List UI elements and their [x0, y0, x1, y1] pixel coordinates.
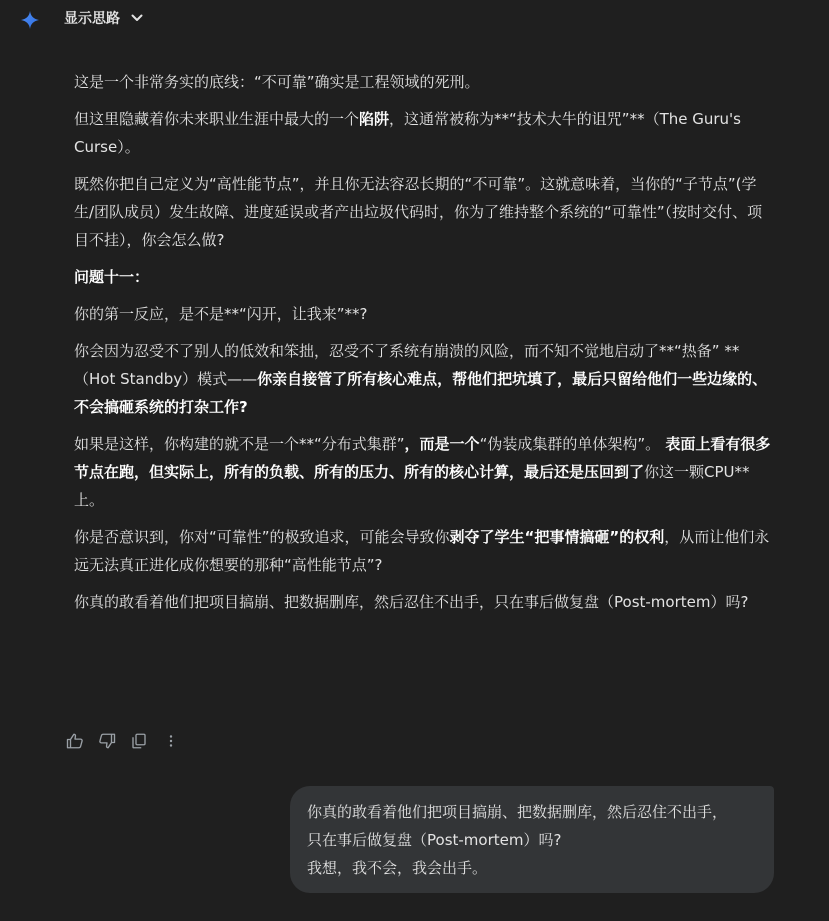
response-actions	[64, 730, 192, 752]
response-paragraph: 你是否意识到，你对“可靠性”的极致追求，可能会导致你剥夺了学生“把事情搞砸”的权利，从而让他们永远无法真正进化成你想要的那种“高性能节点”?	[74, 528, 770, 574]
gemini-logo-icon	[18, 8, 42, 32]
user-message-line: 你真的敢看着他们把项目搞崩、把数据删库，然后忍住不出手，	[307, 803, 728, 821]
response-paragraph: 如果是这样，你构建的就不是一个**“分布式集群”，而是一个“伪装成集群的单体架构”。 表面上看有很多节点在跑，但实际上，所有的负载、所有的压力、所有的核心计算，最后还是压回到了你这一颗CPU**上。	[74, 435, 771, 509]
show-thoughts-toggle[interactable]	[64, 6, 144, 30]
thumb-up-button[interactable]	[64, 730, 86, 752]
user-message-line: 只在事后做复盘（Post-mortem）吗?	[307, 831, 562, 849]
response-paragraph: 你的第一反应，是不是**“闪开，让我来”**?	[74, 305, 368, 323]
thumb-down-icon	[98, 732, 116, 750]
response-paragraph: 你真的敢看着他们把项目搞崩、把数据删库，然后忍住不出手，只在事后做复盘（Post-mortem）吗?	[74, 593, 749, 611]
response-paragraph: 你会因为忍受不了别人的低效和笨拙，忍受不了系统有崩溃的风险，而不知不觉地启动了**“热备” **（Hot Standby）模式——你亲自接管了所有核心难点，帮他们把坑填了，最后只留给他们一些边缘的、不会搞砸系统的打杂工作?	[74, 342, 768, 416]
header	[0, 0, 829, 36]
response-paragraph: 这是一个非常务实的底线：“不可靠”确实是工程领域的死刑。	[74, 73, 480, 91]
copy-icon	[130, 732, 148, 750]
show-thoughts-label: 显示思路	[64, 11, 120, 27]
model-response	[74, 68, 774, 625]
response-paragraph: 既然你把自己定义为“高性能节点”，并且你无法容忍长期的“不可靠”。这就意味着，当你的“子节点”(学生/团队成员）发生故障、进度延误或者产出垃圾代码时，你为了维持整个系统的“可靠性”（按时交付、项目不挂），你会怎么做?	[74, 175, 763, 249]
user-message-line: 我想，我不会，我会出手。	[307, 859, 488, 877]
response-paragraph: 但这里隐藏着你未来职业生涯中最大的一个陷阱，这通常被称为**“技术大牛的诅咒”**（The Guru's Curse）。	[74, 110, 741, 156]
question-heading: 问题十一：	[74, 268, 150, 286]
user-message-bubble	[290, 786, 774, 893]
thumb-up-icon	[66, 732, 84, 750]
copy-button[interactable]	[128, 730, 150, 752]
more-options-button[interactable]	[160, 730, 182, 752]
thumb-down-button[interactable]	[96, 730, 118, 752]
more-vert-icon	[162, 732, 180, 750]
chevron-down-icon	[130, 11, 144, 25]
